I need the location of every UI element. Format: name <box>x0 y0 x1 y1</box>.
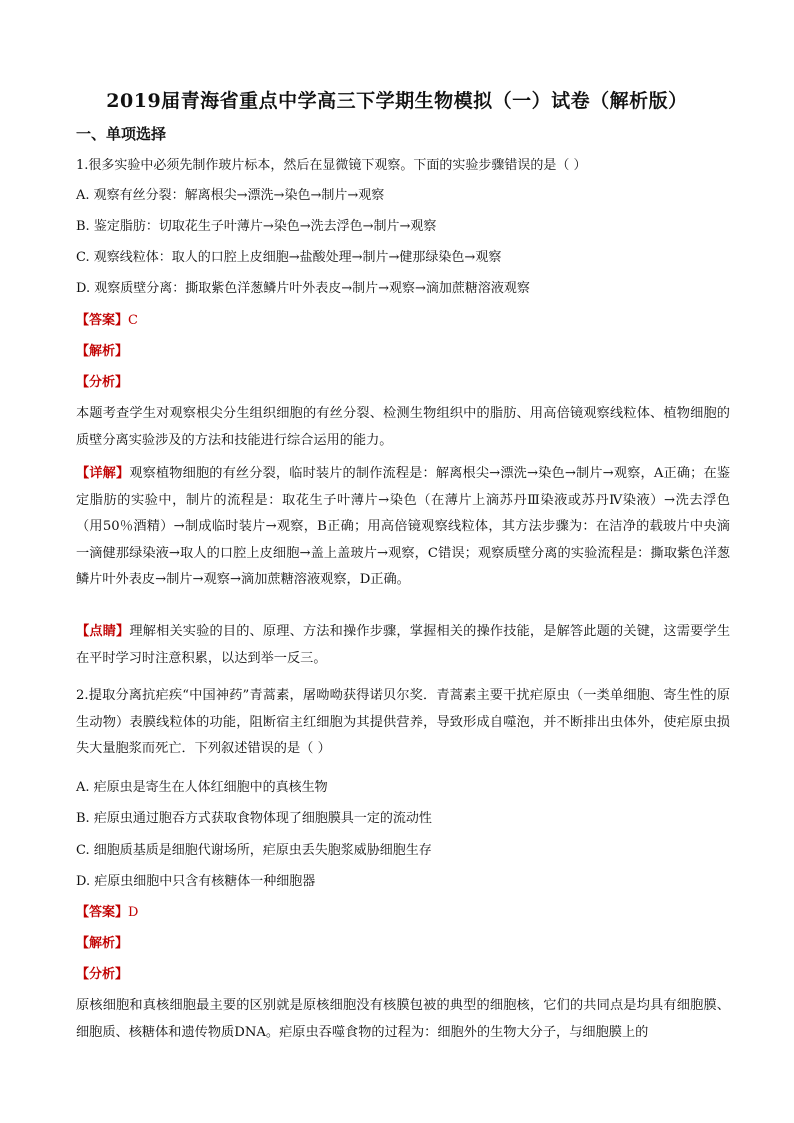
answer-value: C <box>128 313 138 328</box>
dianjing-text: 理解相关实验的目的、原理、方法和操作步骤，掌握相关的操作技能，是解答此题的关键，这需要学生在平时学习时注意积累，以达到举一反三。 <box>76 624 731 666</box>
dianjing-label: 【点睛】 <box>76 624 130 639</box>
jiexi-label: 【解析】 <box>76 936 129 951</box>
question-2-stem: 2.提取分离抗疟疾“中国神药”青蒿素，屠呦呦获得诺贝尔奖．青蒿素主要干扰疟原虫（一类单细胞、寄生性的原生动物）表膜线粒体的功能，阻断宿主红细胞为其提供营养，导致形成自噬泡，并不断排出虫体外，使疟原虫损失大量胞浆而死亡．下列叙述错误的是（ ） <box>76 688 730 757</box>
document-title: 2019届青海省重点中学高三下学期生物模拟（一）试卷（解析版） <box>106 90 688 112</box>
question-1-answer <box>76 311 138 331</box>
fenxi-label: 【分析】 <box>76 967 129 982</box>
answer-value: D <box>128 905 139 920</box>
question-1-jiexi-label <box>76 342 128 362</box>
question-1-option-d: D. 观察质壁分离：撕取紫色洋葱鳞片叶外表皮→制片→观察→滴加蔗糖溶液观察 <box>76 281 530 296</box>
question-2-answer <box>76 903 138 923</box>
question-2-option-d: D. 疟原虫细胞中只含有核糖体一种细胞器 <box>76 874 316 889</box>
question-1-detail <box>76 461 730 594</box>
question-1-option-a: A. 观察有丝分裂：解离根尖→漂洗→染色→制片→观察 <box>76 188 385 203</box>
fenxi-label: 【分析】 <box>76 375 129 390</box>
question-1-dianjing <box>76 619 730 672</box>
question-1-option-c: C. 观察线粒体：取人的口腔上皮细胞→盐酸处理→制片→健那绿染色→观察 <box>76 250 502 265</box>
answer-label: 【答案】 <box>76 905 129 920</box>
detail-text: 观察植物细胞的有丝分裂，临时装片的制作流程是：解离根尖→漂洗→染色→制片→观察，A正确；在鉴定脂肪的实验中，制片的流程是：取花生子叶薄片→染色（在薄片上滴苏丹Ⅲ染液或苏丹Ⅳ染液）→洗去浮色（用50％酒精）→制成临时装片→观察，B正确；用高倍镜观察线粒体，其方法步骤为：在洁净的载玻片中央滴一滴健那绿染液→取人的口腔上皮细胞→盖上盖玻片→观察，C错误；观察质壁分离的实验流程是：撕取紫色洋葱鳞片叶外表皮→制片→观察→滴加蔗糖溶液观察，D正确。 <box>76 466 731 588</box>
question-1-analysis: 本题考查学生对观察根尖分生组织细胞的有丝分裂、检测生物组织中的脂肪、用高倍镜观察线粒体、植物细胞的质壁分离实验涉及的方法和技能进行综合运用的能力。 <box>76 406 730 448</box>
section-heading: 一、单项选择 <box>76 125 167 143</box>
question-2-jiexi-label <box>76 934 128 954</box>
jiexi-label: 【解析】 <box>76 344 129 359</box>
question-2-option-b: B. 疟原虫通过胞吞方式获取食物体现了细胞膜具一定的流动性 <box>76 811 432 826</box>
question-1-option-b: B. 鉴定脂肪：切取花生子叶薄片→染色→洗去浮色→制片→观察 <box>76 219 437 234</box>
detail-label: 【详解】 <box>76 466 130 481</box>
question-1-stem: 1.很多实验中必须先制作玻片标本，然后在显微镜下观察。下面的实验步骤错误的是（ ） <box>76 158 587 173</box>
question-2-fenxi-label <box>76 965 128 985</box>
question-2-option-c: C. 细胞质基质是细胞代谢场所，疟原虫丢失胞浆威胁细胞生存 <box>76 843 432 858</box>
answer-label: 【答案】 <box>76 313 129 328</box>
question-2-option-a: A. 疟原虫是寄生在人体红细胞中的真核生物 <box>76 780 328 795</box>
question-2-analysis: 原核细胞和真核细胞最主要的区别就是原核细胞没有核膜包被的典型的细胞核，它们的共同点是均具有细胞膜、细胞质、核糖体和遗传物质DNA。疟原虫吞噬食物的过程为：细胞外的生物大分子，与细胞膜上的 <box>76 998 730 1040</box>
question-1-fenxi-label <box>76 373 128 393</box>
